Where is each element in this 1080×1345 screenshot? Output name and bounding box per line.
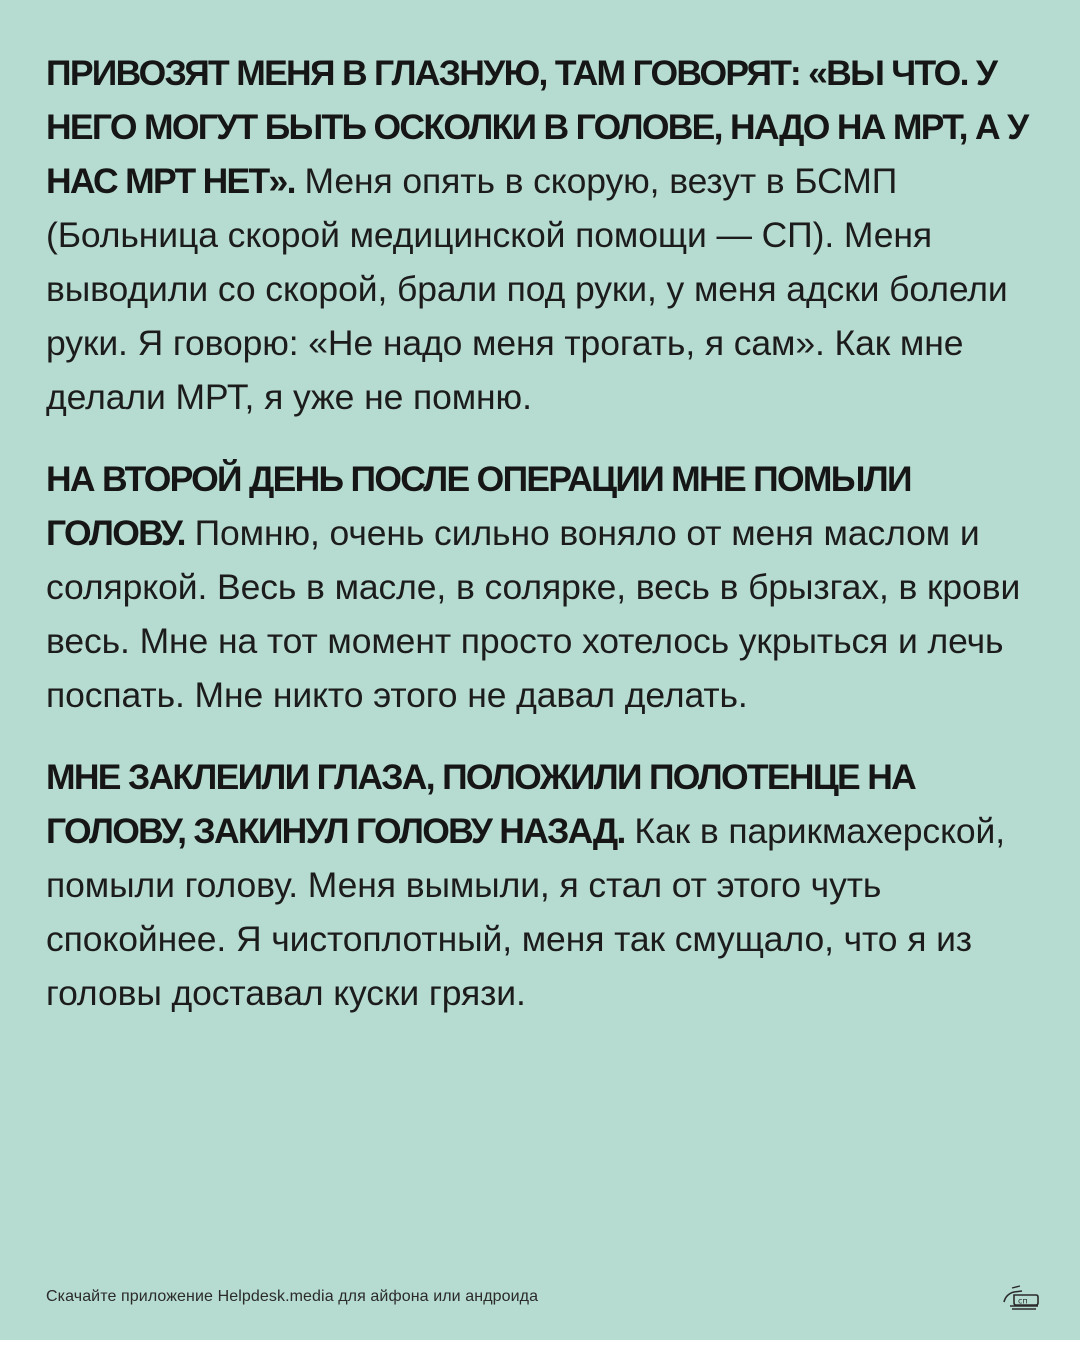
footer [46, 1282, 1040, 1312]
paragraph-2-lead: НА ВТОРОЙ ДЕНЬ ПОСЛЕ ОПЕРАЦИИ МНЕ ПОМЫЛИ ГОЛОВУ. [46, 459, 911, 553]
paragraph-1 [46, 46, 1040, 424]
paragraph-3 [46, 750, 1040, 1020]
paragraph-2 [46, 452, 1040, 722]
paragraph-1-body: Меня опять в скорую, везут в БСМП (Больница скорой медицинской помощи — СП). Меня выводили со скорой, брали под руки, у меня адски болели руки. Я говорю: «Не надо меня трогать, я сам». Как мне делали МРТ, я уже не помню. [46, 161, 1008, 417]
app-download-text[interactable]: Скачайте приложение Helpdesk.media для айфона или андроида [46, 1288, 539, 1305]
logo-text: сп [1018, 1296, 1028, 1306]
paragraph-3-lead: МНЕ ЗАКЛЕИЛИ ГЛАЗА, ПОЛОЖИЛИ ПОЛОТЕНЦЕ НА ГОЛОВУ, ЗАКИНУЛ ГОЛОВУ НАЗАД. [46, 757, 916, 851]
paragraph-2-body: Помню, очень сильно воняло от меня маслом и соляркой. Весь в масле, в солярке, весь в брызгах, в крови весь. Мне на тот момент просто хотелось укрыться и лечь поспать. Мне никто этого не давал делать. [46, 513, 1021, 715]
paragraph-1-lead: ПРИВОЗЯТ МЕНЯ В ГЛАЗНУЮ, ТАМ ГОВОРЯТ: «ВЫ ЧТО. У НЕГО МОГУТ БЫТЬ ОСКОЛКИ В ГОЛОВЕ, НАДО НА МРТ, А У НАС МРТ НЕТ». [46, 53, 1028, 201]
helpdesk-hand-icon[interactable] [1000, 1282, 1040, 1312]
paragraph-3-body: Как в парикмахерской, помыли голову. Меня вымыли, я стал от этого чуть спокойнее. Я чистоплотный, меня так смущало, что я из головы доставал куски грязи. [46, 811, 1006, 1013]
